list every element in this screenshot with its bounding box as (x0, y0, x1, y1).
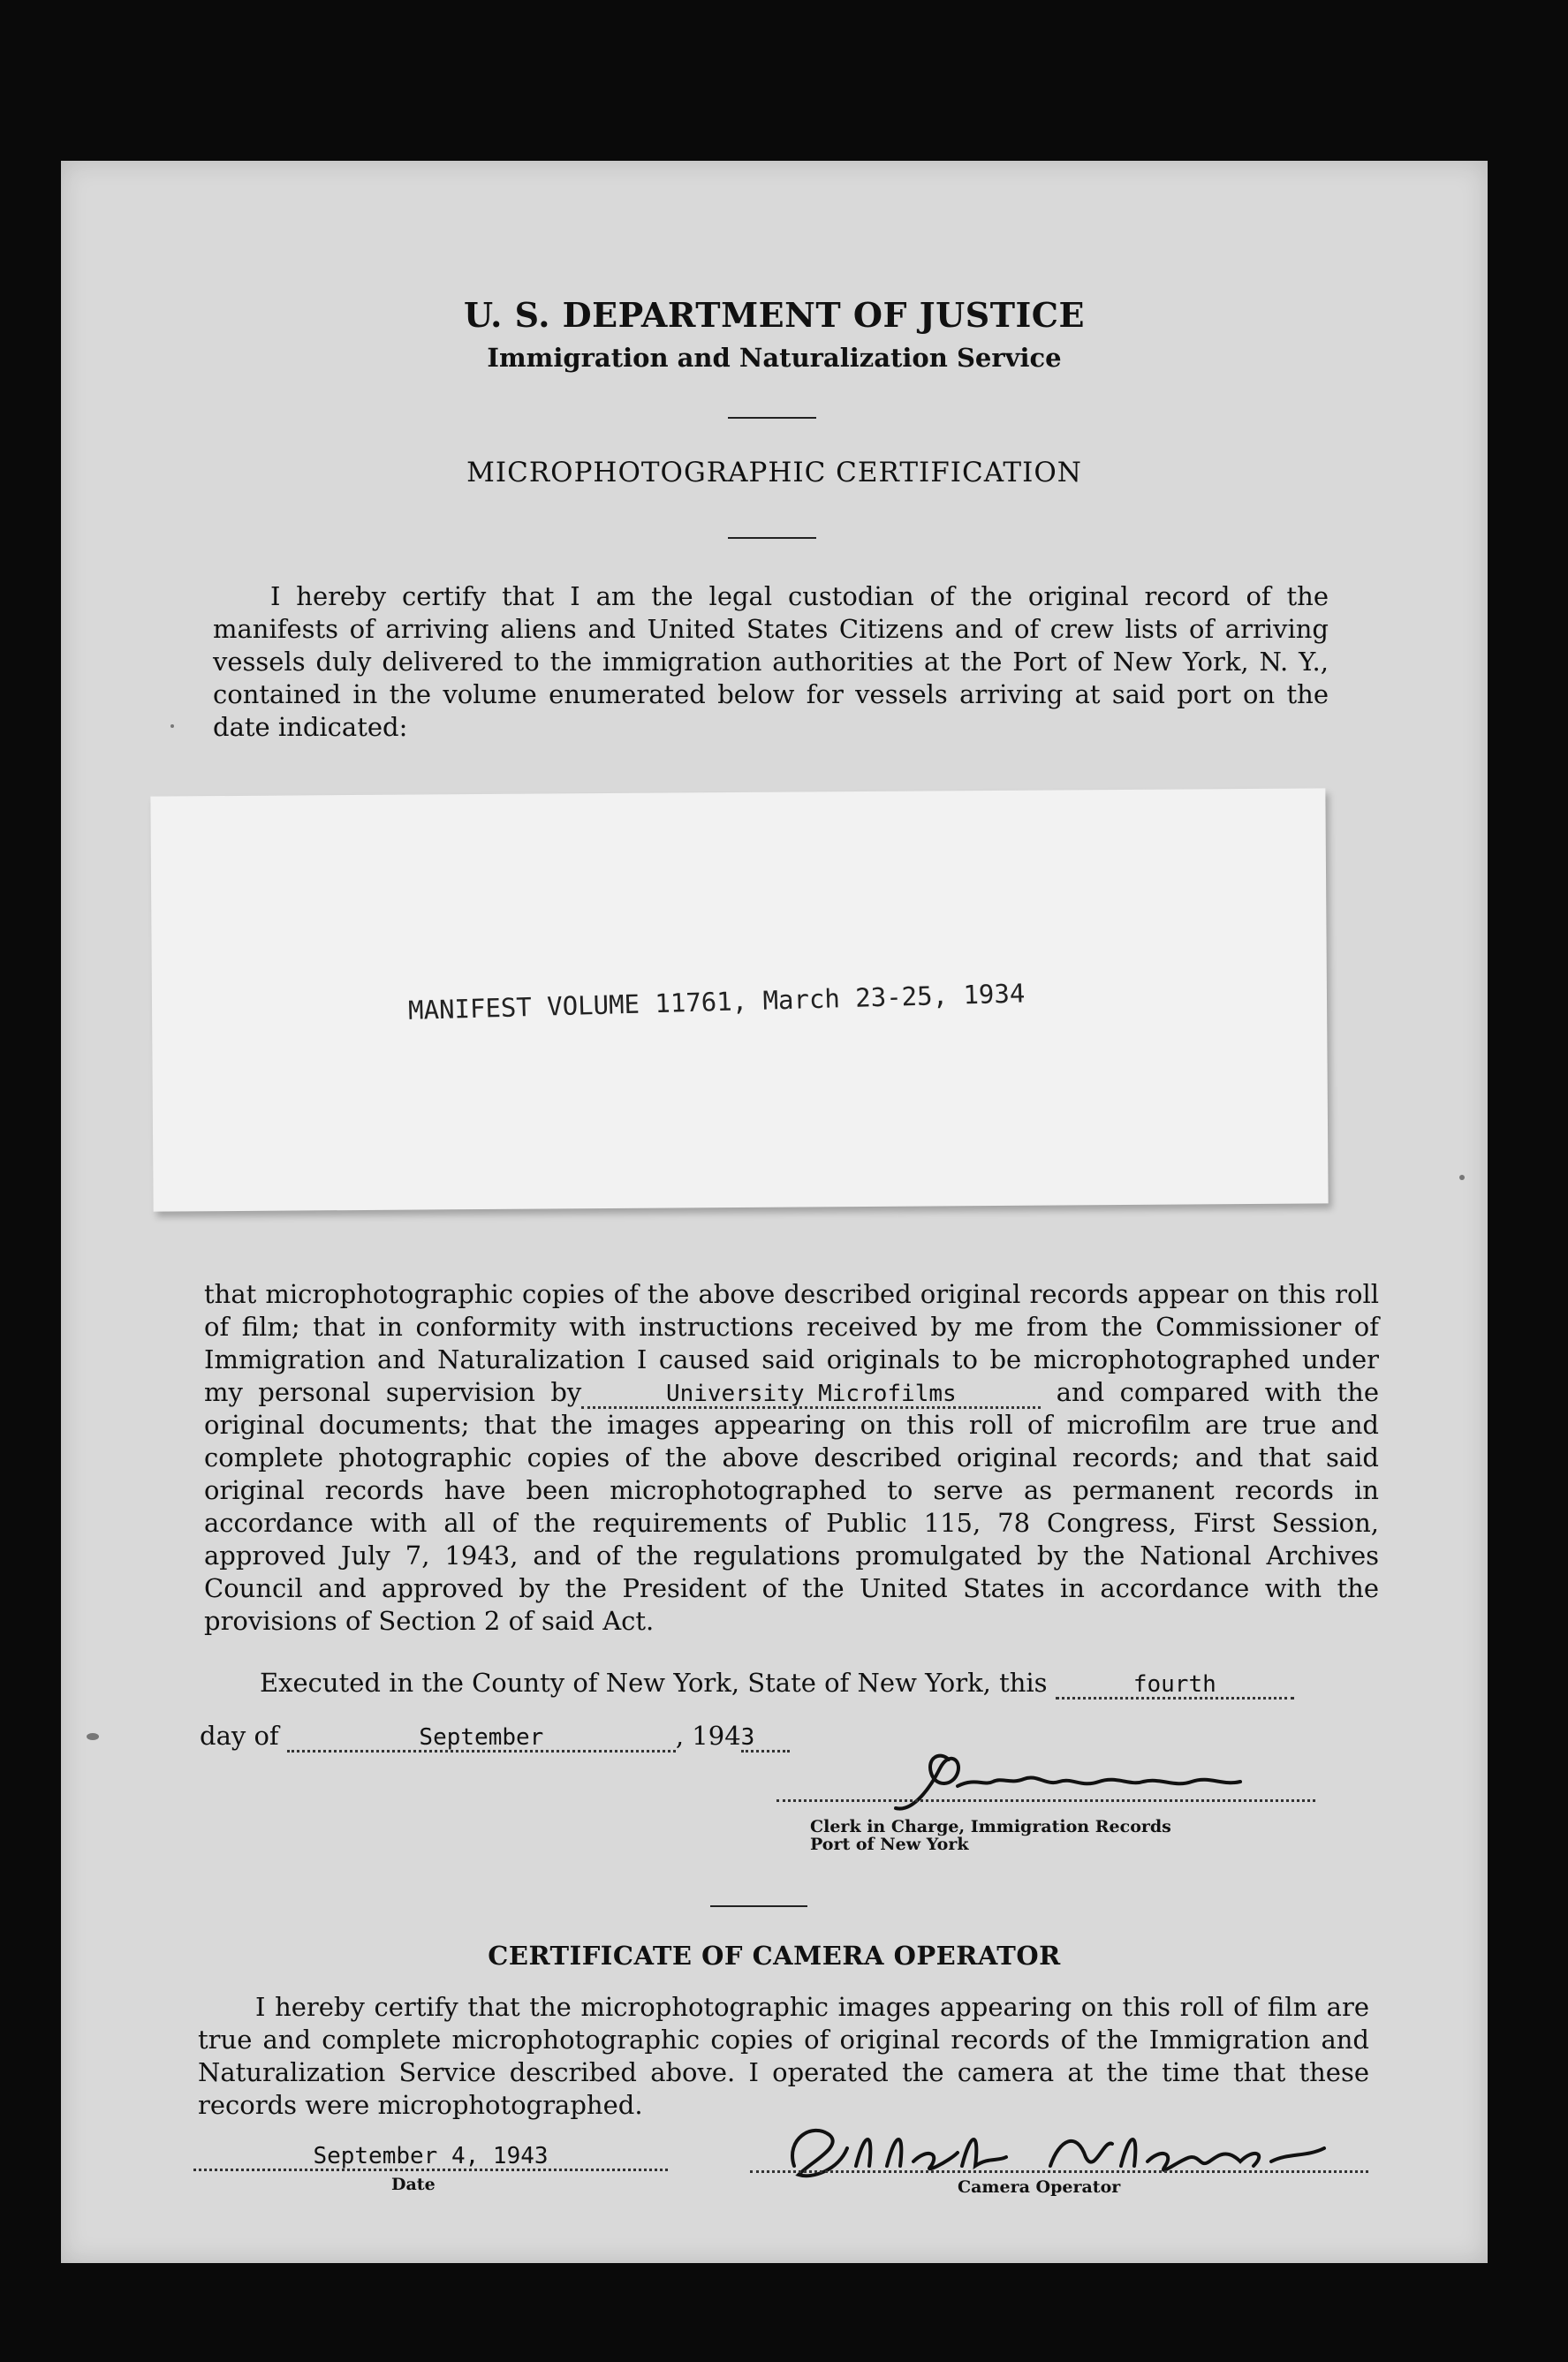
certification-title: MICROPHOTOGRAPHIC CERTIFICATION (466, 457, 1082, 488)
divider (728, 537, 816, 539)
clerk-title-line1: Clerk in Charge, Immigration Records (810, 1817, 1171, 1836)
day-of-label: day of (200, 1721, 279, 1751)
divider (710, 1905, 807, 1907)
supervisor-field (581, 1382, 1041, 1409)
department-heading: U. S. DEPARTMENT OF JUSTICE (464, 295, 1085, 335)
film-speck (87, 1733, 99, 1740)
divider (728, 417, 816, 419)
day-value: fourth (1132, 1671, 1216, 1698)
certificate-page (61, 161, 1488, 2263)
date-line (200, 1720, 790, 1753)
clerk-title-line2: Port of New York (810, 1835, 969, 1854)
service-subheading: Immigration and Naturalization Service (487, 343, 1062, 373)
supervisor-value: University Microfilms (665, 1381, 957, 1407)
volume-label: MANIFEST VOLUME 11761, March 23-25, 1934 (407, 978, 1026, 1026)
body-paragraph (204, 1278, 1379, 1638)
year-prefix: , 194 (675, 1721, 741, 1751)
film-speck (1459, 1175, 1465, 1180)
film-speck (170, 724, 174, 728)
camera-date-value: September 4, 1943 (313, 2143, 549, 2169)
camera-date-field (193, 2144, 668, 2171)
intro-paragraph: I hereby certify that I am the legal custodian of the original record of the manifests of arriving aliens and United States Citizens and of crew lists of arriving vessels duly delivered to the immigration authorities at the Port of New York, N. Y., contained in the volume enumerated below for vessels arriving at said port on the date indicated: (213, 581, 1329, 742)
body-text-part2: and compared with the original documents; that the images appearing on this roll of microfilm are true and complete photographic copies of the above described original records; and that said original records have been microphotographed to serve as permanent records in accordance with all of the requirements of Public 115, 78 Congress, First Session, approved July 7, 1943, and of the regulations promulgated by the National Archives Council and approved by the President of the United States in accordance with the provisions of Section 2 of said Act. (204, 1377, 1380, 1636)
year-value: 3 (740, 1724, 755, 1751)
year-field (741, 1725, 790, 1753)
camera-operator-label: Camera Operator (958, 2177, 1121, 2197)
camera-certificate-title: CERTIFICATE OF CAMERA OPERATOR (488, 1941, 1061, 1971)
body-text-part1: that microphotographic copies of the above described original records appear on this roll of film; that in conformity with instructions received by me from the Commissioner of Immigration and Naturalization I caused said originals to be microphotographed under my personal supervision by (204, 1279, 1379, 1407)
camera-date-label: Date (391, 2175, 436, 2194)
volume-slip (150, 788, 1328, 1211)
clerk-signature (878, 1733, 1337, 1821)
camera-paragraph: I hereby certify that the microphotographic images appearing on this roll of film are true and complete microphotographic copies of original records of the Immigration and Naturalization Service described above. I operated the camera at the time that these records were microphotographed. (198, 1992, 1369, 2120)
camera-operator-line (750, 2157, 1368, 2173)
month-field (287, 1725, 676, 1753)
month-value: September (419, 1724, 544, 1751)
day-field (1056, 1672, 1294, 1700)
execution-line (260, 1667, 1294, 1700)
clerk-signature-line (776, 1782, 1315, 1802)
execution-prefix: Executed in the County of New York, State of New York, this (260, 1668, 1048, 1698)
